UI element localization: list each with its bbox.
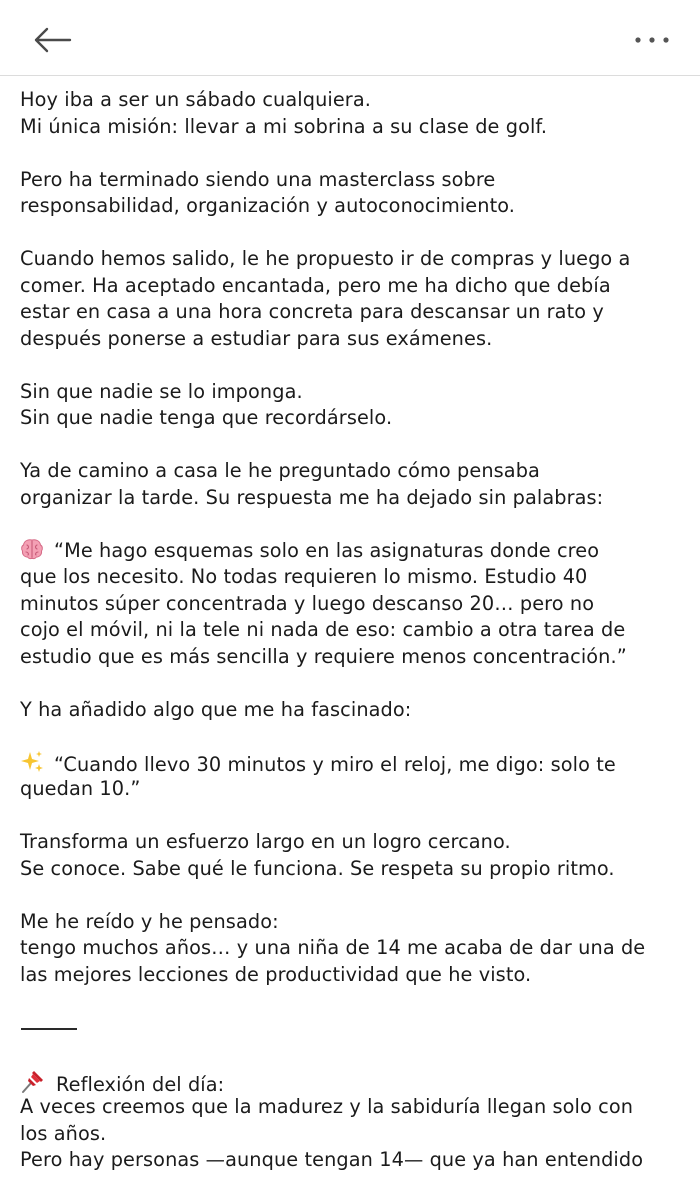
text-line: estar en casa a una hora concreta para descansar un rato y (20, 300, 604, 323)
text-line: Me he reído y he pensado: (20, 909, 279, 933)
text-line: quedan 10.” (20, 777, 141, 800)
text-line: Cuando hemos salido, le he propuesto ir de compras y luego a (20, 247, 631, 270)
text-line: organizar la tarde. Su respuesta me ha dejado sin palabras: (20, 485, 604, 509)
quote-line (20, 750, 690, 777)
back-button[interactable] (30, 22, 74, 58)
text-line: Y ha añadido algo que me ha fascinado: (20, 697, 412, 721)
text-line: que los necesito. No todas requieren lo mismo. Estudio 40 (20, 565, 588, 588)
text-line: responsabilidad, organización y autoconocimiento. (20, 194, 516, 217)
text-line: estudio que es más sencilla y requiere menos concentración.” (20, 644, 627, 668)
text-line: Sin que nadie tenga que recordárselo. (20, 406, 393, 429)
quote-text: “Me hago esquemas solo en las asignaturas donde creo (54, 538, 600, 562)
reflection-title: Reflexión del día: (56, 1072, 225, 1096)
quote-line (20, 538, 690, 565)
text-line: Hoy iba a ser un sábado cualquiera. (20, 88, 371, 111)
text-line: comer. Ha aceptado encantada, pero me ha dicho que debía (20, 273, 611, 297)
text-line: las mejores lecciones de productividad que he visto. (20, 962, 532, 986)
reflection-heading (20, 1068, 690, 1095)
text-line: Se conoce. Sabe qué le funciona. Se respeta su propio ritmo. (20, 856, 615, 880)
text-line: Mi única misión: llevar a mi sobrina a su clase de golf. (20, 114, 548, 138)
text-line: Pero ha terminado siendo una masterclass sobre (20, 167, 496, 191)
top-bar (0, 0, 700, 76)
more-horizontal-icon (632, 35, 672, 45)
post-body (20, 87, 690, 1174)
text-line: Transforma un esfuerzo largo en un logro cercano. (20, 830, 511, 853)
text-line: Sin que nadie se lo imponga. (20, 379, 303, 403)
text-line: los años. (20, 1121, 107, 1145)
brain-emoji-icon (20, 538, 44, 568)
text-line: minutos súper concentrada y luego descanso 20… pero no (20, 591, 595, 615)
quote-text: “Cuando llevo 30 minutos y miro el reloj, me digo: solo te (54, 752, 616, 776)
text-line: A veces creemos que la madurez y la sabiduría llegan solo con (20, 1095, 634, 1118)
text-line: tengo muchos años… y una niña de 14 me acaba de dar una de (20, 936, 646, 959)
text-line: después ponerse a estudiar para sus exámenes. (20, 326, 493, 350)
text-line: Pero hay personas —aunque tengan 14— que ya han entendido (20, 1148, 644, 1171)
more-options-button[interactable] (630, 26, 674, 54)
text-line: Ya de camino a casa le he preguntado cómo pensaba (20, 459, 540, 482)
arrow-left-icon (32, 26, 72, 54)
text-line: cojo el móvil, ni la tele ni nada de eso: cambio a otra tarea de (20, 618, 626, 641)
divider (20, 1015, 690, 1042)
